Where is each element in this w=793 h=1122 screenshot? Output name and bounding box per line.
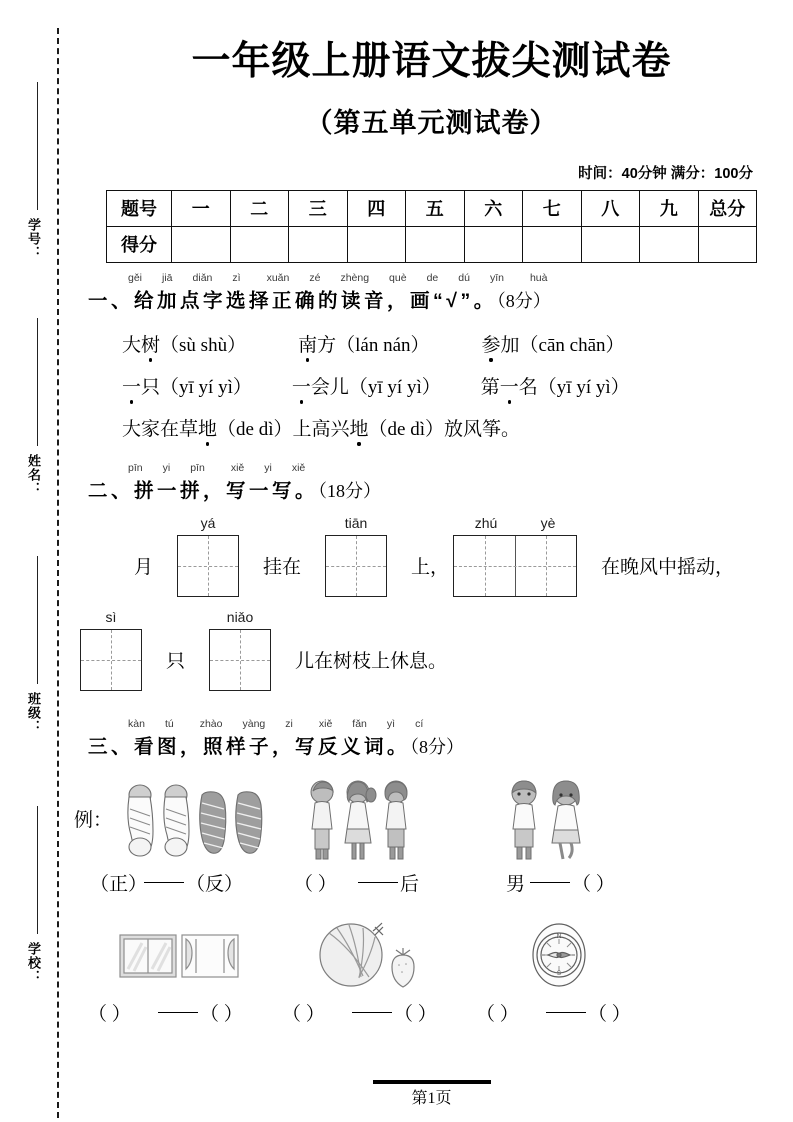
tianzige-pinyin-tian: tiān: [344, 514, 368, 531]
dotted-char: 一: [500, 372, 519, 399]
q1-word-4: [122, 377, 252, 398]
q1-word-2: [298, 335, 429, 356]
three-kids-illustration: [302, 779, 422, 863]
q2-mid-text-1: 挂在: [263, 557, 302, 579]
score-cell-7[interactable]: [523, 226, 582, 262]
q2-mid-text-2: 上，: [411, 557, 450, 579]
answer-2-right[interactable]: 后: [400, 873, 420, 895]
dotted-char: 地: [350, 414, 369, 441]
q2-lead-char: 月: [134, 557, 154, 579]
q1-word-1: [122, 335, 246, 356]
answer-5-dash: [352, 1012, 392, 1013]
answer-4-left[interactable]: （ ）: [88, 1003, 131, 1025]
page-number: 第1页: [411, 1090, 452, 1107]
question-3-answer-row-2: [76, 999, 793, 1027]
py: zhào: [199, 717, 223, 730]
answer-3-dash: [530, 882, 570, 883]
answer-6-right[interactable]: （ ）: [588, 1003, 631, 1025]
tianzige-box-niao[interactable]: [209, 629, 271, 691]
compass-illustration: [518, 921, 600, 991]
question-3-title: 看图，照样子，写反义词。: [134, 735, 411, 758]
question-2-heading: [70, 461, 793, 505]
q1-sentence-part2: 上高兴: [292, 418, 350, 440]
question-1-number: 一、: [88, 289, 135, 312]
windows-illustration: [118, 929, 240, 991]
left-binding-strip: [0, 0, 70, 1122]
tianzige-box-ya-wrap: [177, 514, 239, 597]
question-2-write-line-2: [80, 608, 793, 691]
score-col-5: 五: [406, 190, 465, 226]
py: kàn: [128, 717, 145, 730]
tianzige-pinyin-si: sì: [105, 608, 117, 625]
question-3-points: （8分）: [410, 736, 465, 757]
question-1-item-row-2: [122, 372, 793, 399]
sidebar-label-school: 学校：: [26, 942, 41, 984]
score-col-2: 二: [230, 190, 289, 226]
tianzige-pinyin-ya: yá: [200, 514, 216, 531]
py: zì: [232, 271, 241, 284]
py: zhèng: [340, 271, 370, 284]
exam-meta-info: 时间：40分钟 满分：100分: [578, 165, 753, 182]
question-2-points: （18分）: [318, 480, 382, 501]
question-1-heading: [70, 271, 793, 315]
q1-word-3: [482, 335, 625, 356]
tianzige-box-si[interactable]: [80, 629, 142, 691]
answer-6-dash: [546, 1012, 586, 1013]
table-row-header: [107, 190, 757, 226]
py: fǎn: [352, 717, 367, 730]
answer-4-right[interactable]: （ ）: [200, 1003, 243, 1025]
question-1-pinyin: [128, 272, 548, 284]
tianzige-box-si-wrap: [80, 608, 142, 691]
question-3-answer-row-1: [76, 869, 793, 897]
tianzige-pinyin-zhuye: [453, 515, 577, 531]
answer-1-left[interactable]: （正）: [90, 873, 148, 895]
score-cell-1[interactable]: [172, 226, 231, 262]
q1-choices[interactable]: （yī yí yì）: [537, 376, 630, 398]
answer-4-dash: [158, 1012, 198, 1013]
score-cell-total[interactable]: [698, 226, 757, 262]
page-subtitle: （第五单元测试卷）: [305, 107, 558, 138]
score-col-9: 九: [640, 190, 699, 226]
answer-6-left[interactable]: （ ）: [476, 1003, 519, 1025]
answer-5-left[interactable]: （ ）: [282, 1003, 325, 1025]
py: què: [389, 271, 407, 284]
score-table-row-label-1: 得分: [107, 226, 172, 262]
score-col-8: 八: [581, 190, 640, 226]
q1-choices[interactable]: （yī yí yì）: [160, 376, 252, 398]
score-cell-5[interactable]: [406, 226, 465, 262]
q1-text: 方: [317, 334, 337, 356]
dotted-char: 南: [298, 330, 317, 357]
q1-text: 第: [480, 376, 500, 398]
score-table: [106, 190, 757, 263]
score-col-4: 四: [347, 190, 406, 226]
py: yàng: [242, 717, 266, 730]
py: xiě: [230, 461, 245, 474]
strip-rule-3: [37, 556, 38, 684]
py: yīn: [489, 271, 504, 284]
footer-bar: [373, 1080, 491, 1084]
question-3-picture-row-1: [70, 779, 793, 865]
example-label: 例：: [74, 809, 113, 831]
py: jiā: [162, 271, 173, 284]
question-1-item-row-1: [122, 330, 793, 357]
py: xiě: [318, 717, 333, 730]
boy-and-girl-illustration: [500, 779, 592, 863]
q1-choices[interactable]: （yī yí yì）: [348, 376, 441, 398]
page-title: 一年级上册语文拔尖测试卷: [191, 40, 672, 83]
score-cell-6[interactable]: [464, 226, 523, 262]
q1-text: 加: [500, 334, 520, 356]
question-3-number: 三、: [88, 735, 135, 758]
py: yi: [264, 461, 272, 474]
question-1-title-line: [88, 285, 793, 313]
tianzige-box-ya[interactable]: [177, 535, 239, 597]
q2-mid-text-3: 只: [166, 651, 186, 673]
py: xuǎn: [266, 271, 290, 284]
q1-sentence-choices-1[interactable]: （de dì）: [217, 418, 293, 440]
dotted-char: 树: [141, 330, 160, 357]
sidebar-label-student-id: 学号：: [26, 218, 41, 260]
dotted-char: 地: [198, 414, 217, 441]
q1-text: 名: [518, 376, 538, 398]
score-cell-2[interactable]: [230, 226, 289, 262]
answer-2-dash: [358, 882, 398, 883]
q1-choices[interactable]: （sù shù）: [160, 334, 247, 356]
py: dú: [458, 271, 470, 284]
table-row-scores: [107, 226, 757, 262]
py: zé: [309, 271, 321, 284]
tianzige-box-zhuye[interactable]: [453, 535, 577, 597]
answer-2-left[interactable]: （ ）: [294, 873, 337, 895]
py: xiě: [291, 461, 306, 474]
tianzige-box-tian[interactable]: [325, 535, 387, 597]
score-col-total: 总分: [698, 190, 757, 226]
q2-tail-text-2: 儿在树枝上休息。: [295, 651, 448, 673]
score-cell-9[interactable]: [640, 226, 699, 262]
score-col-3: 三: [289, 190, 348, 226]
strip-rule-1: [37, 82, 38, 210]
answer-1-right[interactable]: （反）: [186, 873, 244, 895]
question-2-number: 二、: [88, 479, 135, 502]
sidebar-label-class: 班级：: [26, 692, 41, 734]
dotted-char: 参: [482, 330, 501, 357]
svg-text:N: N: [556, 933, 562, 940]
answer-5-right[interactable]: （ ）: [394, 1003, 437, 1025]
shoes-and-soles-illustration: [118, 781, 268, 863]
dotted-char: 一: [292, 372, 311, 399]
score-col-7: 七: [523, 190, 582, 226]
py: huà: [529, 271, 548, 284]
strip-rule-2: [37, 318, 38, 446]
question-1-sentence-row: [122, 414, 793, 441]
score-cell-3[interactable]: [289, 226, 348, 262]
q1-sentence-part3: 放风筝。: [444, 418, 521, 440]
py: zi: [285, 717, 293, 730]
py: yi: [162, 461, 171, 474]
dotted-char: 一: [122, 372, 141, 399]
tianzige-box-niao-wrap: [209, 608, 271, 691]
question-1-points: （8分）: [496, 290, 551, 311]
tianzige-pinyin-zhu: zhú: [474, 514, 498, 531]
q2-tail-text-1: 在晚风中摇动，: [601, 557, 735, 579]
py: de: [426, 271, 439, 284]
q1-choices[interactable]: （cān chān）: [519, 334, 625, 356]
question-2-title-line: [88, 475, 793, 503]
question-2-write-line-1: [130, 514, 793, 597]
question-2-pinyin: [128, 462, 305, 474]
q1-sentence-part1: 大家在草: [122, 418, 199, 440]
question-3-heading: [70, 717, 793, 761]
question-1-title: 给加点字选择正确的读音，画“√”。: [134, 289, 497, 312]
py: pīn: [190, 461, 205, 474]
q1-word-5: [292, 377, 441, 398]
q1-choices[interactable]: （lán nán）: [336, 334, 430, 356]
score-cell-4[interactable]: [347, 226, 406, 262]
q1-sentence-choices-2[interactable]: （de dì）: [368, 418, 444, 440]
tianzige-pinyin-niao: niǎo: [226, 608, 254, 625]
question-3-pinyin: [128, 718, 423, 730]
question-2-title: 拼一拼，写一写。: [134, 479, 319, 502]
answer-3-right[interactable]: （ ）: [572, 873, 615, 895]
tianzige-box-zhuye-wrap: [453, 514, 577, 597]
svg-text:S: S: [556, 970, 562, 977]
binding-dashed-line: [57, 28, 59, 1118]
py: yì: [386, 717, 396, 730]
score-col-6: 六: [464, 190, 523, 226]
q1-text: 大: [122, 334, 142, 356]
answer-3-left[interactable]: 男: [506, 873, 526, 895]
score-table-row-label-0: 题号: [107, 190, 172, 226]
tianzige-pinyin-ye: yè: [540, 514, 556, 531]
q1-text: 只: [141, 376, 161, 398]
q1-text: 会儿: [310, 376, 349, 398]
sidebar-label-name: 姓名：: [26, 454, 41, 496]
score-cell-8[interactable]: [581, 226, 640, 262]
question-3-title-line: [88, 731, 793, 759]
question-3-picture-row-2: [70, 919, 793, 997]
py: cí: [415, 717, 424, 730]
watermelon-and-strawberry-illustration: [315, 919, 433, 991]
q1-word-6: [481, 377, 630, 398]
py: gěi: [128, 271, 143, 284]
py: tú: [164, 717, 174, 730]
exam-page: [70, 0, 793, 1122]
answer-1-dash: [144, 882, 184, 883]
strip-rule-4: [37, 806, 38, 934]
py: diǎn: [192, 271, 213, 284]
py: pīn: [128, 461, 143, 474]
tianzige-box-tian-wrap: [325, 514, 387, 597]
score-col-1: 一: [172, 190, 231, 226]
